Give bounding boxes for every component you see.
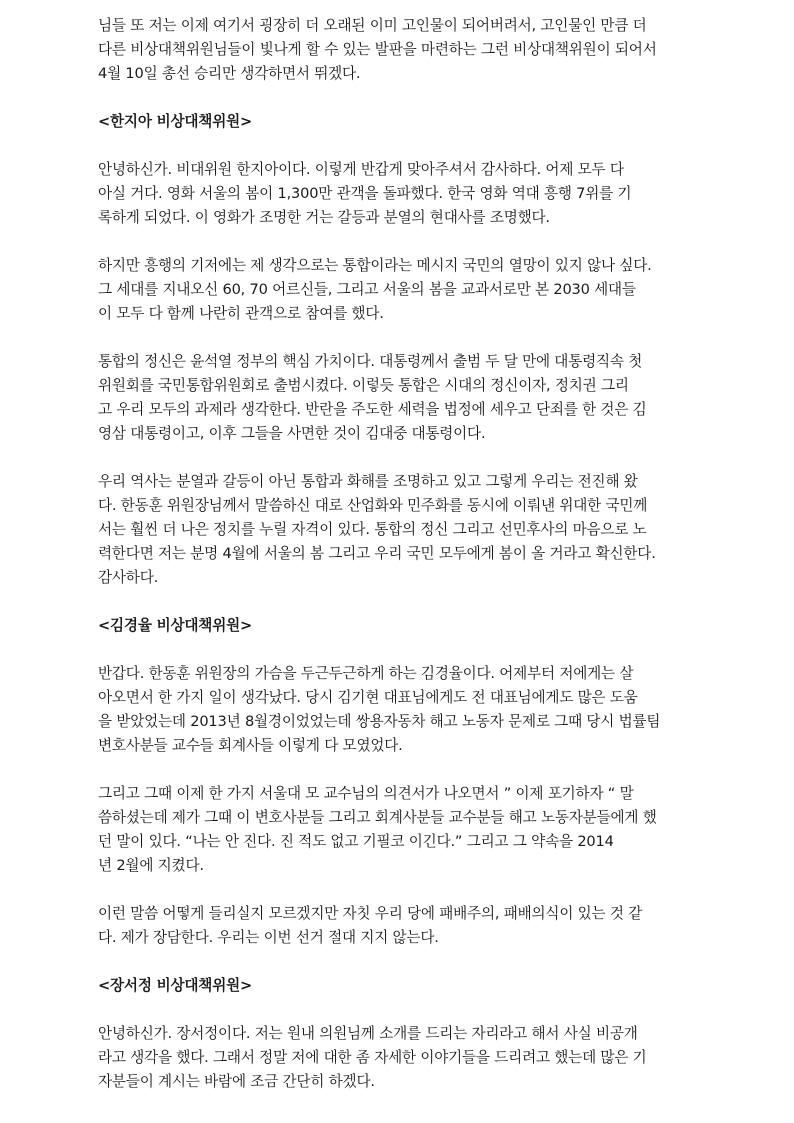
text-line: 자분들이 계시는 바람에 조금 간단히 하겠다. [98, 1073, 375, 1090]
text-line: 던 말이 있다. “나는 안 진다. 진 적도 없고 기필코 이긴다.” 그리고 그 약속을 2014 [98, 833, 614, 850]
text-line: 이런 말씀 어떻게 들리실지 모르겠지만 자칫 우리 당에 패배주의, 패배의식이 있는 것 같 [98, 905, 643, 922]
text-line: 년 2월에 지켰다. [98, 857, 204, 874]
paragraph [98, 1022, 698, 1094]
text-line: 을 받았었는데 2013년 8월경이었었는데 쌍용자동차 해고 노동자 문제로 그때 당시 법률팀 [98, 713, 661, 730]
text-line: 변호사분들 교수들 회계사들 이렇게 다 모였었다. [98, 737, 403, 754]
text-line: 영삼 대통령이고, 이후 그들을 사면한 것이 김대중 대통령이다. [98, 425, 486, 442]
paragraph [98, 158, 698, 230]
text-line: 력한다면 저는 분명 4월에 서울의 봄 그리고 우리 국민 모두에게 봄이 올 거라고 확신한다. [98, 545, 656, 562]
text-line: 안녕하신가. 장서정이다. 저는 원내 의원님께 소개를 드리는 자리라고 해서 사실 비공개 [98, 1025, 638, 1042]
text-line: 라고 생각을 했다. 그래서 정말 저에 대한 좀 자세한 이야기들을 드리려고 했는데 많은 기 [98, 1049, 647, 1066]
paragraph [98, 254, 698, 326]
paragraph [98, 470, 698, 590]
section-heading-han-jia: <한지아 비상대책위원> [98, 113, 253, 130]
text-line: 그 세대를 지내오신 60, 70 어르신들, 그리고 서울의 봄을 교과서로만 본 2030 세대들 [98, 281, 636, 298]
text-line: 아실 거다. 영화 서울의 봄이 1,300만 관객을 돌파했다. 한국 영화 역대 흥행 7위를 기 [98, 185, 632, 202]
text-line: 다. 한동훈 위원장님께서 말씀하신 대로 산업화와 민주화를 동시에 이뤄낸 위대한 국민께 [98, 497, 648, 514]
paragraph [98, 14, 698, 86]
text-line: 다. 제가 장담한다. 우리는 이번 선거 절대 지지 않는다. [98, 929, 439, 946]
paragraph [98, 662, 698, 758]
text-line: 록하게 되었다. 이 영화가 조명한 거는 갈등과 분열의 현대사를 조명했다. [98, 209, 550, 226]
text-line: 씀하셨는데 제가 그때 이 변호사분들 그리고 회계사분들 교수분들 해고 노동자분들에게 했 [98, 809, 657, 826]
text-line: 고 우리 모두의 과제라 생각한다. 반란을 주도한 세력을 법정에 세우고 단죄를 한 것은 김 [98, 401, 647, 418]
document-page [98, 14, 698, 1118]
text-line: 4월 10일 총선 승리만 생각하면서 뛰겠다. [98, 65, 361, 82]
text-line: 반갑다. 한동훈 위원장의 가슴을 두근두근하게 하는 김경율이다. 어제부터 저에게는 살 [98, 665, 634, 682]
text-line: 위원회를 국민통합위원회로 출범시켰다. 이렇듯 통합은 시대의 정신이자, 정치권 그리 [98, 377, 629, 394]
text-line: 이 모두 다 함께 나란히 관객으로 참여를 했다. [98, 305, 384, 322]
section-heading-jang-seojung: <장서정 비상대책위원> [98, 977, 253, 994]
text-line: 아오면서 한 가지 일이 생각났다. 당시 김기현 대표님에게도 전 대표님에게도 많은 도움 [98, 689, 638, 706]
text-line: 안녕하신가. 비대위원 한지아이다. 이렇게 반갑게 맞아주셔서 감사하다. 어제 모두 다 [98, 161, 624, 178]
text-line: 우리 역사는 분열과 갈등이 아닌 통합과 화해를 조명하고 있고 그렇게 우리는 전진해 왔 [98, 473, 638, 490]
paragraph [98, 902, 698, 950]
text-line: 하지만 흥행의 기저에는 제 생각으로는 통합이라는 메시지 국민의 열망이 있지 않나 싶다. [98, 257, 652, 274]
text-line: 그리고 그때 이제 한 가지 서울대 모 교수님의 의견서가 나오면서 ” 이제 포기하자 “ 말 [98, 785, 634, 802]
paragraph [98, 782, 698, 878]
text-line: 서는 훨씬 더 나은 정치를 누릴 자격이 있다. 통합의 정신 그리고 선민후사의 마음으로 노 [98, 521, 647, 538]
text-line: 감사하다. [98, 569, 159, 586]
text-line: 통합의 정신은 윤석열 정부의 핵심 가치이다. 대통령께서 출범 두 달 만에 대통령직속 첫 [98, 353, 643, 370]
paragraph [98, 350, 698, 446]
text-line: 다른 비상대책위원님들이 빛나게 할 수 있는 발판을 마련하는 그런 비상대책위원이 되어서 [98, 41, 657, 58]
text-line: 님들 또 저는 이제 여기서 굉장히 더 오래된 이미 고인물이 되어버려서, 고인물인 만큼 더 [98, 17, 647, 34]
section-heading-kim-kyungyul: <김경율 비상대책위원> [98, 617, 253, 634]
